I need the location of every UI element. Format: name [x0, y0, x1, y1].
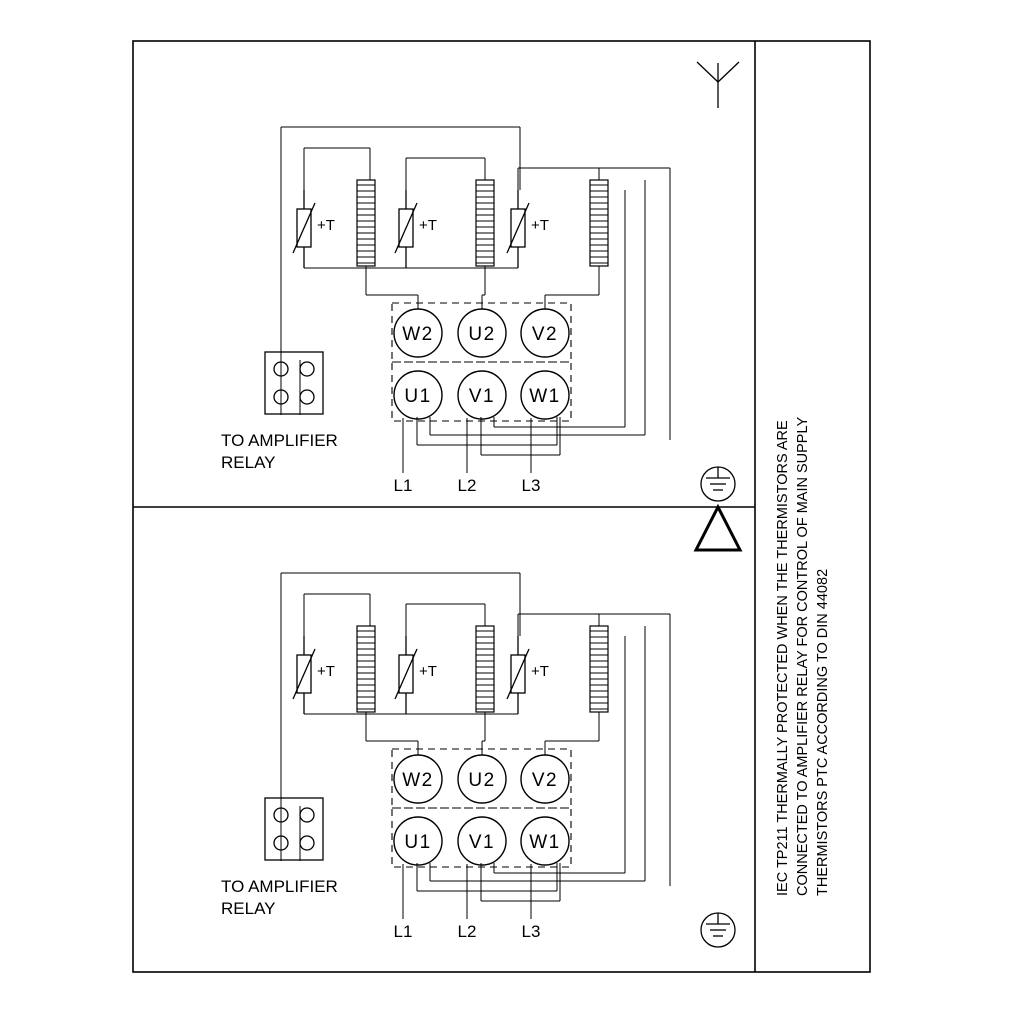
terminal-v2: [521, 755, 569, 803]
delta-symbol: [696, 507, 740, 550]
star-symbol: [697, 62, 739, 108]
thermistor-label: +T: [317, 663, 335, 680]
amplifier-label-line1: TO AMPLIFIER: [221, 877, 338, 896]
side-note-line1: IEC TP211 THERMALLY PROTECTED WHEN THE THERMISTORS ARE: [775, 420, 791, 896]
thermistor-3: [507, 190, 549, 268]
thermistor-2: [395, 636, 437, 714]
terminal-label: U1: [404, 386, 432, 407]
amplifier-label-line1: TO AMPLIFIER: [221, 431, 338, 450]
thermistor-label: +T: [317, 217, 335, 234]
thermistor-label: +T: [531, 663, 549, 680]
terminal-label: U2: [468, 770, 496, 791]
earth-ground-symbol: [701, 467, 735, 501]
terminal-u2: [458, 755, 506, 803]
earth-ground-symbol: [701, 913, 735, 947]
side-note-line2: CONNECTED TO AMPLIFIER RELAY FOR CONTROL OF MAIN SUPPLY: [795, 416, 811, 896]
motor-coil-2: [476, 180, 494, 266]
terminal-v1: [458, 371, 506, 419]
terminal-u2: [458, 309, 506, 357]
motor-coil-1: [357, 180, 375, 266]
terminal-u1: [394, 371, 442, 419]
terminal-w1: [521, 371, 569, 419]
supply-label-l2: L2: [457, 922, 477, 941]
terminal-u1: [394, 817, 442, 865]
amplifier-terminal-block: [265, 352, 323, 414]
side-note: [775, 417, 831, 896]
terminal-label: U2: [468, 324, 496, 345]
panel-delta: [221, 507, 740, 947]
side-note-line3: THERMISTORS PTC ACCORDING TO DIN 44082: [815, 568, 831, 896]
thermistor-label: +T: [419, 663, 437, 680]
terminal-label: V2: [531, 770, 559, 791]
terminal-label: W2: [402, 770, 434, 791]
supply-label-l2: L2: [457, 476, 477, 495]
thermistor-1: [293, 190, 335, 268]
terminal-label: W1: [529, 832, 561, 853]
supply-label-l1: L1: [393, 922, 413, 941]
thermistor-3: [507, 636, 549, 714]
thermistor-label: +T: [531, 217, 549, 234]
thermistor-label: +T: [419, 217, 437, 234]
terminal-v2: [521, 309, 569, 357]
terminal-w1: [521, 817, 569, 865]
panel-star: [221, 62, 739, 501]
motor-coil-2: [476, 626, 494, 712]
motor-coil-3: [590, 626, 608, 712]
terminal-v1: [458, 817, 506, 865]
supply-label-l1: L1: [393, 476, 413, 495]
amplifier-terminal-block: [265, 798, 323, 860]
terminal-w2: [394, 309, 442, 357]
terminal-label: U1: [404, 832, 432, 853]
supply-label-l3: L3: [521, 476, 541, 495]
amplifier-label-line2: RELAY: [221, 453, 276, 472]
thermistor-1: [293, 636, 335, 714]
terminal-label: V2: [531, 324, 559, 345]
thermistor-2: [395, 190, 437, 268]
terminal-label: V1: [468, 832, 496, 853]
terminal-label: V1: [468, 386, 496, 407]
terminal-label: W1: [529, 386, 561, 407]
motor-coil-3: [590, 180, 608, 266]
terminal-label: W2: [402, 324, 434, 345]
motor-coil-1: [357, 626, 375, 712]
amplifier-label-line2: RELAY: [221, 899, 276, 918]
supply-label-l3: L3: [521, 922, 541, 941]
terminal-w2: [394, 755, 442, 803]
